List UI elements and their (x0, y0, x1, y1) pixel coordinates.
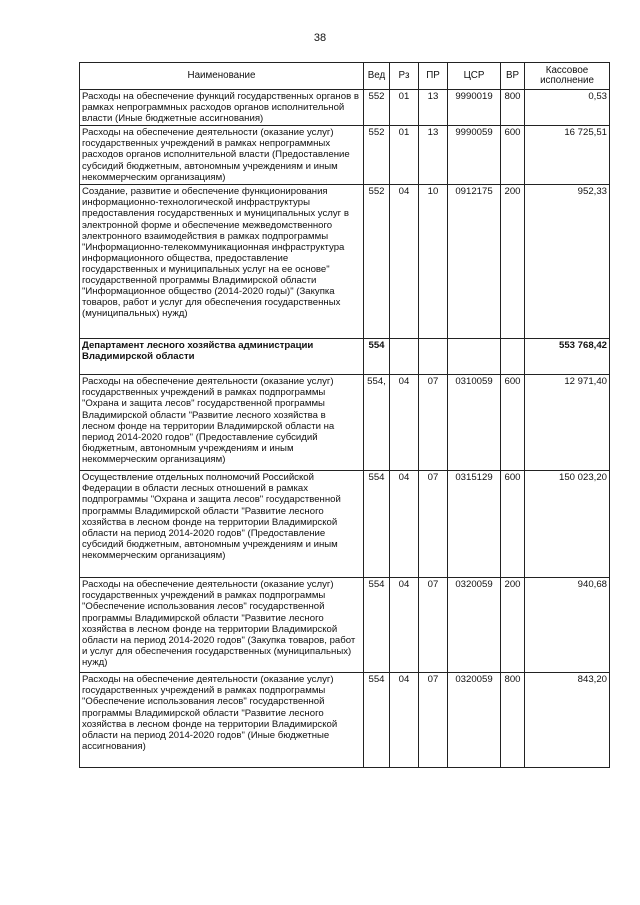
row-ved: 552 (364, 126, 390, 185)
header-vr: ВР (501, 63, 525, 90)
row-csr (448, 339, 501, 375)
table-row (80, 126, 610, 185)
row-name: Осуществление отдельных полномочий Российской Федерации в области лесных отношений в рамках подпрограммы "Охрана и защита лесов" государственной программы Владимирской области "Развитие лесного хозяйства в лесном фонде на территории Владимирской области на период 2014-2020 годов" (Предоставление субсидий бюджетным, автономным учреждениям и иным некоммерческим организациям) (80, 471, 364, 578)
row-vr: 600 (501, 471, 525, 578)
row-rz: 04 (390, 673, 419, 768)
row-ved: 552 (364, 90, 390, 126)
row-name: Расходы на обеспечение функций государственных органов в рамках непрограммных расходов органов исполнительной власти (Иные бюджетные ассигнования) (80, 90, 364, 126)
row-rz: 04 (390, 185, 419, 339)
table-row (80, 185, 610, 339)
header-ved: Вед (364, 63, 390, 90)
department-name: Департамент лесного хозяйства администрации Владимирской области (80, 339, 364, 375)
row-ved: 554 (364, 471, 390, 578)
row-pr: 07 (419, 673, 448, 768)
row-amount: 843,20 (525, 673, 610, 768)
row-pr: 13 (419, 90, 448, 126)
row-ved: 554, (364, 375, 390, 471)
row-name: Расходы на обеспечение деятельности (оказание услуг) государственных учреждений в рамках подпрограммы "Обеспечение использования лесов" государственной программы Владимирской области "Развитие лесного хозяйства в лесном фонде на территории Владимирской области на период 2014-2020 годов" (Закупка товаров, работ и услуг для обеспечения государственных (муниципальных) нужд) (80, 578, 364, 673)
row-csr: 0320059 (448, 673, 501, 768)
row-csr: 0315129 (448, 471, 501, 578)
row-name: Расходы на обеспечение деятельности (оказание услуг) государственных учреждений в рамках непрограммных расходов органов исполнительной власти (Предоставление субсидий бюджетным, автономным учреждениям и иным некоммерческим организациям) (80, 126, 364, 185)
row-rz: 04 (390, 375, 419, 471)
row-csr: 9990059 (448, 126, 501, 185)
row-pr: 10 (419, 185, 448, 339)
row-csr: 0912175 (448, 185, 501, 339)
row-name: Расходы на обеспечение деятельности (оказание услуг) государственных учреждений в рамках подпрограммы "Охрана и защита лесов" государственной программы Владимирской области "Развитие лесного хозяйства в лесном фонде на территории Владимирской области на период 2014-2020 годов" (Предоставление субсидий бюджетным, автономным учреждениям и иным некоммерческим организациям) (80, 375, 364, 471)
budget-execution-table (79, 62, 610, 768)
row-ved: 554 (364, 339, 390, 375)
header-name: Наименование (80, 63, 364, 90)
row-vr: 200 (501, 578, 525, 673)
row-vr: 800 (501, 90, 525, 126)
row-name: Создание, развитие и обеспечение функционирования информационно-технологической инфраструктуры предоставления государственных и муниципальных услуг в электронной форме и обеспечение межведомственного электронного взаимодействия в рамках подпрограммы "Информационно-телекоммуникационная инфраструктура информационного общества, предоставление государственных и муниципальных услуг на ее основе" государственной программы Владимирской области "Информационное общество (2014-2020 годы)" (Закупка товаров, работ и услуг для обеспечения государственных (муниципальных) нужд) (80, 185, 364, 339)
header-amount: Кассовое исполнение (525, 63, 610, 90)
row-pr: 07 (419, 375, 448, 471)
row-csr: 0320059 (448, 578, 501, 673)
row-pr: 07 (419, 578, 448, 673)
table-row (80, 375, 610, 471)
row-rz: 01 (390, 90, 419, 126)
table-row (80, 578, 610, 673)
header-rz: Рз (390, 63, 419, 90)
header-pr: ПР (419, 63, 448, 90)
table-row (80, 471, 610, 578)
header-csr: ЦСР (448, 63, 501, 90)
row-amount: 0,53 (525, 90, 610, 126)
row-amount: 952,33 (525, 185, 610, 339)
row-pr: 13 (419, 126, 448, 185)
row-rz: 04 (390, 578, 419, 673)
table-row (80, 673, 610, 768)
row-amount: 150 023,20 (525, 471, 610, 578)
row-amount: 940,68 (525, 578, 610, 673)
row-vr: 800 (501, 673, 525, 768)
department-total: 553 768,42 (525, 339, 610, 375)
row-name: Расходы на обеспечение деятельности (оказание услуг) государственных учреждений в рамках подпрограммы "Обеспечение использования лесов" государственной программы Владимирской области "Развитие лесного хозяйства в лесном фонде на территории Владимирской области на период 2014-2020 годов" (Иные бюджетные ассигнования) (80, 673, 364, 768)
row-vr (501, 339, 525, 375)
row-rz: 01 (390, 126, 419, 185)
row-pr (419, 339, 448, 375)
row-amount: 12 971,40 (525, 375, 610, 471)
row-rz: 04 (390, 471, 419, 578)
row-csr: 0310059 (448, 375, 501, 471)
row-ved: 552 (364, 185, 390, 339)
row-vr: 600 (501, 375, 525, 471)
table-row (80, 90, 610, 126)
page-number: 38 (313, 32, 327, 44)
row-amount: 16 725,51 (525, 126, 610, 185)
row-ved: 554 (364, 578, 390, 673)
row-vr: 200 (501, 185, 525, 339)
row-vr: 600 (501, 126, 525, 185)
row-rz (390, 339, 419, 375)
row-ved: 554 (364, 673, 390, 768)
department-row (80, 339, 610, 375)
table-header-row (80, 63, 610, 90)
row-csr: 9990019 (448, 90, 501, 126)
row-pr: 07 (419, 471, 448, 578)
